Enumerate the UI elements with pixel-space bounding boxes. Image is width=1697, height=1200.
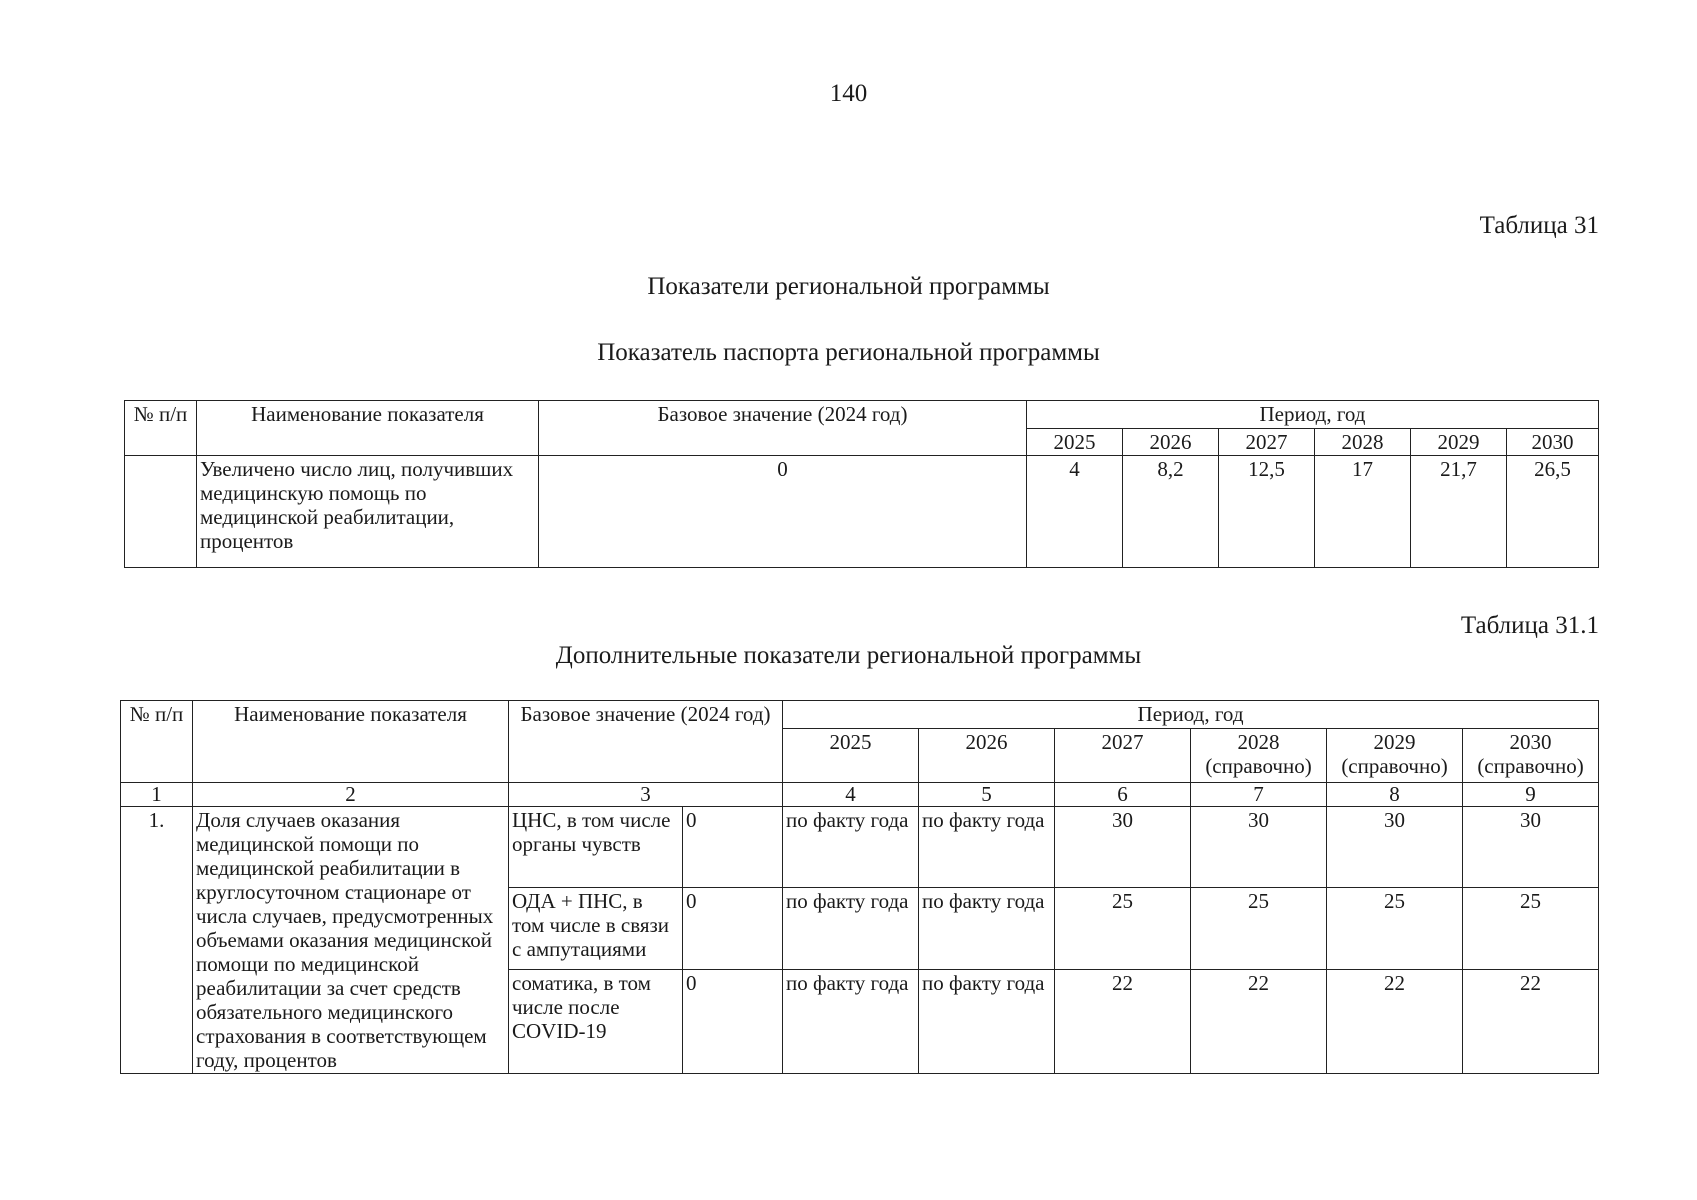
subrow-value: по факту года [919, 969, 1055, 1073]
column-index: 4 [783, 783, 919, 807]
subrow-category: соматика, в том числе после COVID-19 [509, 969, 683, 1073]
row-name: Доля случаев оказания медицинской помощи по медицинской реабилитации в круглосуточном стационаре от числа случаев, предусмотренных объемами оказания медицинской помощи по медицинской реабилитации за счет средств обязательного медицинского страхования в соответствующем году, процентов [193, 807, 509, 1074]
subrow-base: 0 [683, 969, 783, 1073]
header-num: № п/п [121, 701, 193, 783]
column-index: 3 [509, 783, 783, 807]
header-year: 2030 (справочно) [1463, 729, 1599, 783]
header-year: 2028 [1315, 429, 1411, 456]
subrow-value: 30 [1191, 807, 1327, 888]
subrow-value: 25 [1463, 888, 1599, 969]
column-index: 9 [1463, 783, 1599, 807]
subrow-value: 30 [1463, 807, 1599, 888]
subrow-value: 30 [1055, 807, 1191, 888]
column-index: 5 [919, 783, 1055, 807]
column-index: 1 [121, 783, 193, 807]
page-number: 140 [829, 80, 868, 107]
header-year: 2025 [783, 729, 919, 783]
header-year: 2027 [1219, 429, 1315, 456]
header-period: Период, год [783, 701, 1599, 729]
header-num: № п/п [125, 401, 197, 456]
column-index: 8 [1327, 783, 1463, 807]
subrow-value: 22 [1055, 969, 1191, 1073]
subrow-value: 22 [1463, 969, 1599, 1073]
subrow-value: по факту года [783, 888, 919, 969]
header-name: Наименование показателя [197, 401, 539, 456]
row-value: 12,5 [1219, 456, 1315, 568]
header-year: 2027 [1055, 729, 1191, 783]
subrow-value: 25 [1055, 888, 1191, 969]
column-index: 2 [193, 783, 509, 807]
subrow-value: 22 [1191, 969, 1327, 1073]
row-value: 8,2 [1123, 456, 1219, 568]
table-31-subtitle: Показатель паспорта региональной программы [597, 339, 1100, 366]
row-value: 26,5 [1507, 456, 1599, 568]
row-base: 0 [539, 456, 1027, 568]
subrow-base: 0 [683, 888, 783, 969]
table-31 [124, 400, 1599, 568]
header-year: 2029 [1411, 429, 1507, 456]
table-31-title: Показатели региональной программы [647, 273, 1050, 300]
subrow-value: 22 [1327, 969, 1463, 1073]
subrow-value: по факту года [919, 807, 1055, 888]
row-value: 4 [1027, 456, 1123, 568]
header-year: 2030 [1507, 429, 1599, 456]
row-num [125, 456, 197, 568]
subrow-value: 25 [1191, 888, 1327, 969]
subrow-value: 25 [1327, 888, 1463, 969]
subrow-category: ЦНС, в том числе органы чувств [509, 807, 683, 888]
table-31-1-title: Дополнительные показатели региональной программы [555, 642, 1142, 669]
subrow-value: 30 [1327, 807, 1463, 888]
column-index: 7 [1191, 783, 1327, 807]
header-year: 2029 (справочно) [1327, 729, 1463, 783]
header-period: Период, год [1027, 401, 1599, 429]
row-value: 21,7 [1411, 456, 1507, 568]
row-num: 1. [121, 807, 193, 1074]
row-value: 17 [1315, 456, 1411, 568]
subrow-value: по факту года [919, 888, 1055, 969]
subrow-category: ОДА + ПНС, в том числе в связи с ампутациями [509, 888, 683, 969]
table-31-label: Таблица 31 [1479, 212, 1599, 239]
header-year: 2026 [1123, 429, 1219, 456]
subrow-value: по факту года [783, 969, 919, 1073]
header-base: Базовое значение (2024 год) [509, 701, 783, 783]
header-year: 2028 (справочно) [1191, 729, 1327, 783]
subrow-base: 0 [683, 807, 783, 888]
header-base: Базовое значение (2024 год) [539, 401, 1027, 456]
table-31-1-label: Таблица 31.1 [1460, 612, 1599, 639]
subrow-value: по факту года [783, 807, 919, 888]
header-year: 2025 [1027, 429, 1123, 456]
header-name: Наименование показателя [193, 701, 509, 783]
column-index: 6 [1055, 783, 1191, 807]
row-name: Увеличено число лиц, получивших медицинскую помощь по медицинской реабилитации, процентов [197, 456, 539, 568]
header-year: 2026 [919, 729, 1055, 783]
table-31-1 [120, 700, 1599, 1074]
